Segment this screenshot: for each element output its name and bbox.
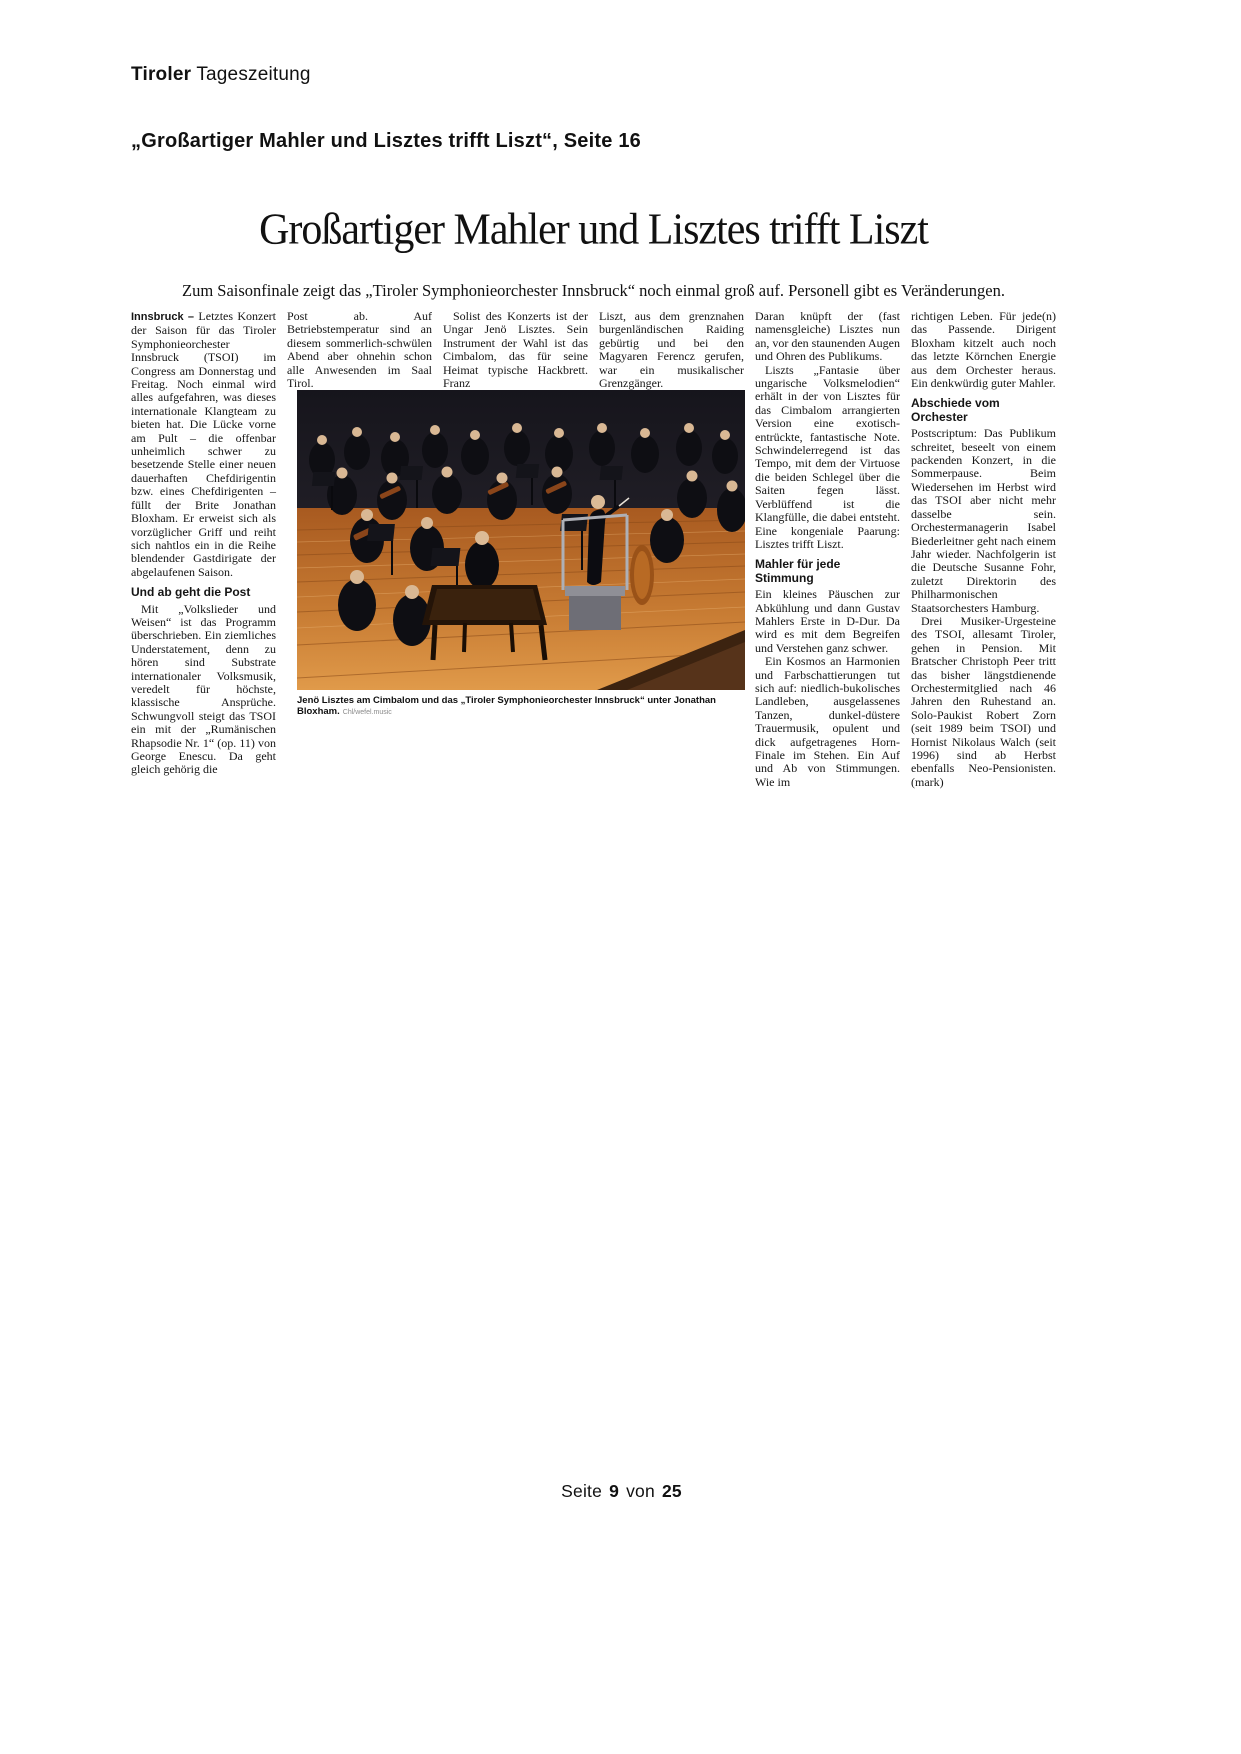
article-headline: Großartiger Mahler und Lisztes trifft Liszt — [259, 205, 928, 255]
column-paragraph: Drei Musiker-Urgesteine des TSOI, allesamt Tiroler, gehen in Pension. Mit Bratscher Christoph Peer tritt das bisher längstdienende Orchestermitglied nach 46 Jahren den Ruhestand an. Solo-Paukist Robert Zorn (seit 1989 beim TSOI) und Hornist Nikolaus Walch (seit 1996) sind ab Herbst ebenfalls Neo-Pensionisten. (mark) — [911, 613, 1056, 789]
column-paragraph: Liszts „Fantasie über ungarische Volksmelodien“ erhält in der von Lisztes für das Cimbalom arrangierten Version eine exotisch-entrückte, fantastische Note. Schwindelerregend ist das Tempo, mit dem der Virtuose die beiden Schlegel über die Saiten fegen lässt. Verblüffend ist die Klangfülle, die dabei entsteht. Eine kongeniale Paarung: Lisztes trifft Liszt. — [755, 362, 900, 551]
orchestra-photo — [297, 390, 745, 690]
article-subheadline: Zum Saisonfinale zeigt das „Tiroler Symphonieorchester Innsbruck“ noch einmal groß auf. Personell gibt es Veränderungen. — [182, 281, 1005, 300]
text-column-2 — [287, 310, 432, 390]
column-paragraph: Daran knüpft der (fast namensgleiche) Lisztes nun an, vor den staunenden Augen und Ohren des Publikums. — [755, 309, 900, 364]
column-subheading: Abschiede vom Orchester — [911, 396, 1000, 424]
article-reference-line: „Großartiger Mahler und Lisztes trifft Liszt“, Seite 16 — [131, 130, 641, 152]
footer-page-label: Seite — [561, 1481, 603, 1501]
column-paragraph: Post ab. Auf Betriebstemperatur sind an diesem sommerlich-schwülen Abend aber ohnehin schon alle Anwesenden im Saal Tirol. — [287, 309, 432, 391]
column-paragraph: Solist des Konzerts ist der Ungar Jenö Lisztes. Sein Instrument der Wahl ist das Cimbalom, das für seine Heimat typische Hackbrett. Franz — [443, 309, 588, 391]
newspaper-brand — [131, 64, 311, 86]
text-column-5 — [755, 310, 900, 789]
footer-of-label: von — [626, 1481, 655, 1501]
column-paragraph: Ein Kosmos an Harmonien und Farbschattierungen tut sich auf: niedlich-bukolisches Landleben, ausgelassenes Tanzen, dunkel-düstere Trauermusik, opulent und dick aufgetragenes Horn-Finale im Stehen. Ein Auf und Ab von Stimmungen. Wie im — [755, 654, 900, 789]
column-paragraph: Innsbruck – Letztes Konzert der Saison für das Tiroler Symphonieorchester Innsbruck (TSOI) im Congress am Donnerstag und Freitag. Noch einmal wird alles aufgefahren, was dieses internationale Klangteam zu bieten hat. Die Lücke vorne am Pult – die offenbar unheimlich schwer zu besetzende Stelle einer neuen dauerhaften Chefdirigentin bzw. eines Chefdirigenten – füllt der Brite Jonathan Bloxham. Er erweist sich als vorzüglicher Griff und reiht sich nahtlos ein in die Reihe blendender Gastdirigate der abgelaufenen Saison. — [131, 309, 277, 579]
column-subheading: Mahler für jede Stimmung — [755, 557, 841, 585]
photo-caption — [297, 695, 757, 718]
paragraph-lead-in: Innsbruck – — [131, 311, 199, 323]
column-paragraph: Mit „Volkslieder und Weisen“ ist das Programm überschrieben. Ein ziemliches Understatement, denn zu hören sind Substrate internationaler Volksmusik, veredelt für höchste, klassische Ansprüche. Schwungvoll steigt das TSOI ein mit der „Rumänischen Rhapsodie Nr. 1“ (op. 11) von George Enescu. Da geht gleich gehörig die — [131, 601, 276, 777]
column-subheading: Und ab geht die Post — [131, 585, 251, 600]
photo-credit: Chl/wefel.music — [342, 709, 392, 716]
footer-current-page: 9 — [609, 1481, 620, 1501]
column-paragraph: Liszt, aus dem grenznahen burgenländischen Raiding gebürtig und bei den Magyaren Ferencz gerufen, war ein musikalischer Grenzgänger. — [599, 309, 744, 391]
brand-bold-part: Tiroler — [131, 64, 192, 85]
photo-caption-text: Jenö Lisztes am Cimbalom und das „Tiroler Symphonieorchester Innsbruck“ unter Jonathan Bloxham. — [297, 695, 716, 717]
footer-total-pages: 25 — [661, 1481, 682, 1501]
text-column-3 — [443, 310, 588, 390]
text-column-4 — [599, 310, 744, 390]
text-column-6 — [911, 310, 1056, 789]
brand-regular-part: Tageszeitung — [191, 64, 311, 85]
column-paragraph: Ein kleines Päuschen zur Abkühlung und dann Gustav Mahlers Erste in D-Dur. Da wird es mit dem Begreifen und Verstehen ganz schwer. — [755, 587, 900, 655]
column-paragraph: Postscriptum: Das Publikum schreitet, beseelt von einem packenden Konzert, in die Sommerpause. Beim Wiedersehen im Herbst wird das TSOI aber nicht mehr dasselbe sein. Orchestermanagerin Isabel Biederleitner geht nach einem Jahr wieder. Nachfolgerin ist die Deutsche Susanne Fohr, zuletzt Direktorin des Philharmonischen Staatsorchesters Hamburg. — [911, 426, 1056, 615]
orchestra-photo-illustration — [297, 390, 745, 690]
text-column-1 — [131, 310, 276, 777]
column-paragraph: richtigen Leben. Für jede(n) das Passende. Dirigent Bloxham kitzelt auch noch das letzte Körnchen Energie aus dem Orchester heraus. Ein denkwürdig guter Mahler. — [911, 309, 1056, 391]
page-footer — [0, 1481, 1241, 1502]
